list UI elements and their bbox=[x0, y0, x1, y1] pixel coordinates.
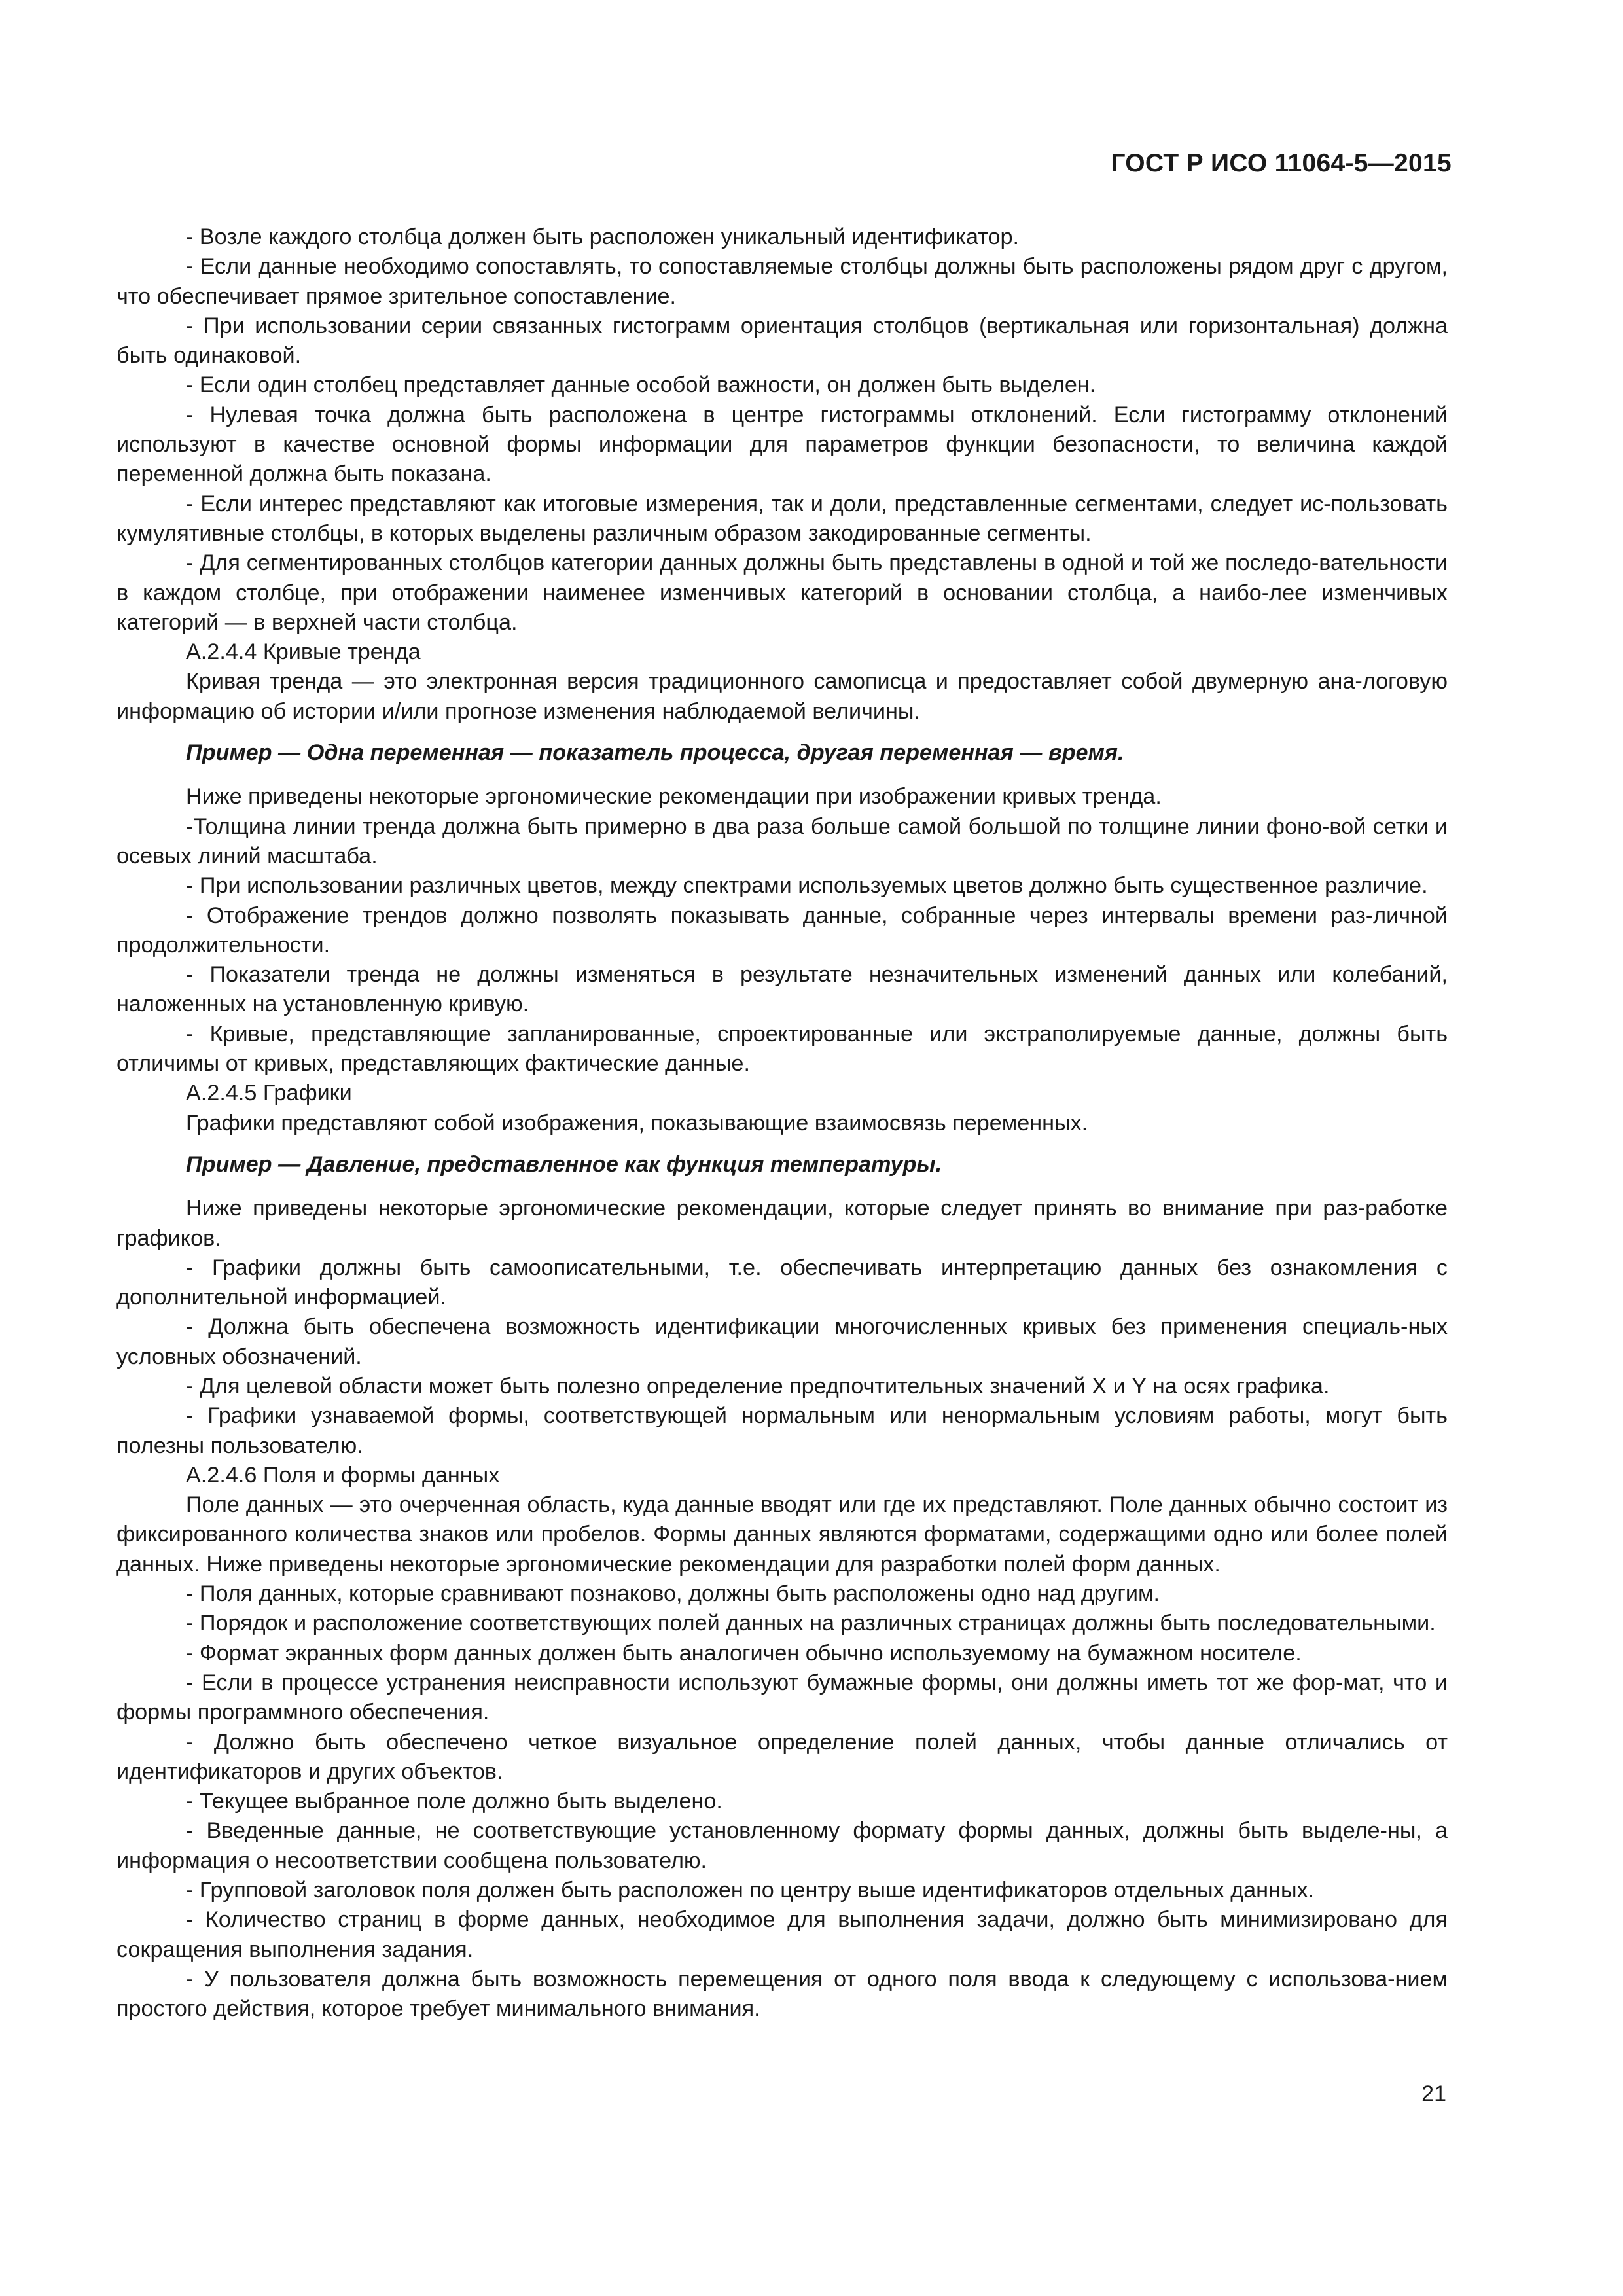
paragraph: Ниже приведены некоторые эргономические рекомендации, которые следует принять во внимание при раз-работке графиков. bbox=[116, 1196, 1448, 1251]
paragraph: -Толщина линии тренда должна быть примерно в два раза больше самой большой по толщине линии фоно-вой сетки и осевых линий масштаба. bbox=[116, 814, 1448, 869]
paragraph: - Должно быть обеспечено четкое визуальное определение полей данных, чтобы данные отличались от идентификаторов и других объектов. bbox=[116, 1729, 1448, 1784]
paragraph: - Графики узнаваемой формы, соответствующей нормальным или ненормальным условиям работы, могут быть полезны пользователю. bbox=[116, 1403, 1448, 1458]
body-text bbox=[116, 223, 1448, 2024]
paragraph: - Показатели тренда не должны изменяться в результате незначительных изменений данных или колебаний, наложенных на установленную кривую. bbox=[116, 962, 1448, 1017]
paragraph: - Для целевой области может быть полезно определение предпочтительных значений X и Y на осях графика. bbox=[186, 1373, 1330, 1399]
paragraph: Поле данных — это очерченная область, куда данные вводят или где их представляют. Поле данных обычно состоит из фиксированного количества знаков или пробелов. Формы данных являются форматами, содержащими одно или более полей данных. Ниже приведены некоторые эргономические рекомендации для разработки полей форм данных. bbox=[116, 1492, 1448, 1577]
paragraph: - Если один столбец представляет данные особой важности, он должен быть выделен. bbox=[186, 372, 1096, 398]
example-paragraph: Пример — Одна переменная — показатель процесса, другая переменная — время. bbox=[186, 740, 1124, 766]
paragraph: - Для сегментированных столбцов категории данных должны быть представлены в одной и той же последо-вательности в каждом столбце, при отображении наименее изменчивых категорий в основании столбца, а наибо-лее изменчивых категорий — в верхней части столбца. bbox=[116, 550, 1448, 635]
paragraph: - Отображение трендов должно позволять показывать данные, собранные через интервалы времени раз-личной продолжительности. bbox=[116, 903, 1448, 958]
paragraph: - При использовании серии связанных гистограмм ориентация столбцов (вертикальная или горизонтальная) должна быть одинаковой. bbox=[116, 313, 1448, 368]
paragraph: А.2.4.4 Кривые тренда bbox=[186, 639, 421, 665]
paragraph: - Если данные необходимо сопоставлять, то сопоставляемые столбцы должны быть расположены рядом друг с другом, что обеспечивает прямое зрительное сопоставление. bbox=[116, 254, 1448, 309]
page-number: 21 bbox=[1421, 2081, 1446, 2106]
paragraph: - Текущее выбранное поле должно быть выделено. bbox=[186, 1789, 722, 1814]
standard-id-header: ГОСТ Р ИСО 11064-5—2015 bbox=[1111, 149, 1452, 177]
paragraph: - Если в процессе устранения неисправности используют бумажные формы, они должны иметь тот же фор-мат, что и формы программного обеспечения. bbox=[116, 1670, 1448, 1725]
paragraph: Кривая тренда — это электронная версия традиционного самописца и предоставляет собой двумерную ана-логовую информацию об истории и/или прогнозе изменения наблюдаемой величины. bbox=[116, 669, 1448, 724]
paragraph: Графики представляют собой изображения, показывающие взаимосвязь переменных. bbox=[186, 1110, 1088, 1136]
paragraph: - При использовании различных цветов, между спектрами используемых цветов должно быть существенное различие. bbox=[186, 873, 1428, 899]
paragraph: - Введенные данные, не соответствующие установленному формату формы данных, должны быть выделе-ны, а информация о несоответствии сообщена пользователю. bbox=[116, 1818, 1448, 1873]
example-paragraph: Пример — Давление, представленное как функция температуры. bbox=[186, 1151, 942, 1177]
paragraph: - Порядок и расположение соответствующих полей данных на различных страницах должны быть последовательными. bbox=[186, 1611, 1436, 1636]
paragraph: - Количество страниц в форме данных, необходимое для выполнения задачи, должно быть минимизировано для сокращения выполнения задания. bbox=[116, 1907, 1448, 1962]
paragraph: - Кривые, представляющие запланированные, спроектированные или экстраполируемые данные, должны быть отличимы от кривых, представляющих фактические данные. bbox=[116, 1021, 1448, 1077]
paragraph: Ниже приведены некоторые эргономические рекомендации при изображении кривых тренда. bbox=[186, 784, 1162, 810]
paragraph: - Формат экранных форм данных должен быть аналогичен обычно используемому на бумажном носителе. bbox=[186, 1640, 1302, 1666]
paragraph: - Должна быть обеспечена возможность идентификации многочисленных кривых без применения специаль-ных условных обозначений. bbox=[116, 1314, 1448, 1369]
paragraph: - Поля данных, которые сравнивают познаково, должны быть расположены одно над другим. bbox=[186, 1581, 1160, 1607]
paragraph: - Возле каждого столбца должен быть расположен уникальный идентификатор. bbox=[186, 224, 1020, 249]
paragraph: А.2.4.5 Графики bbox=[186, 1081, 352, 1106]
paragraph: - Групповой заголовок поля должен быть расположен по центру выше идентификаторов отдельных данных. bbox=[186, 1878, 1315, 1903]
paragraph: А.2.4.6 Поля и формы данных bbox=[186, 1462, 500, 1488]
paragraph: - Графики должны быть самоописательными, т.е. обеспечивать интерпретацию данных без ознакомления с дополнительной информацией. bbox=[116, 1255, 1448, 1310]
paragraph: - У пользователя должна быть возможность перемещения от одного поля ввода к следующему с использова-нием простого действия, которое требует минимального внимания. bbox=[116, 1966, 1448, 2022]
paragraph: - Нулевая точка должна быть расположена в центре гистограммы отклонений. Если гистограмму отклонений используют в качестве основной формы информации для параметров функции безопасности, то величина каждой переменной должна быть показана. bbox=[116, 402, 1448, 487]
paragraph: - Если интерес представляют как итоговые измерения, так и доли, представленные сегментами, следует ис-пользовать кумулятивные столбцы, в которых выделены различным образом закодированные сегменты. bbox=[116, 491, 1448, 546]
